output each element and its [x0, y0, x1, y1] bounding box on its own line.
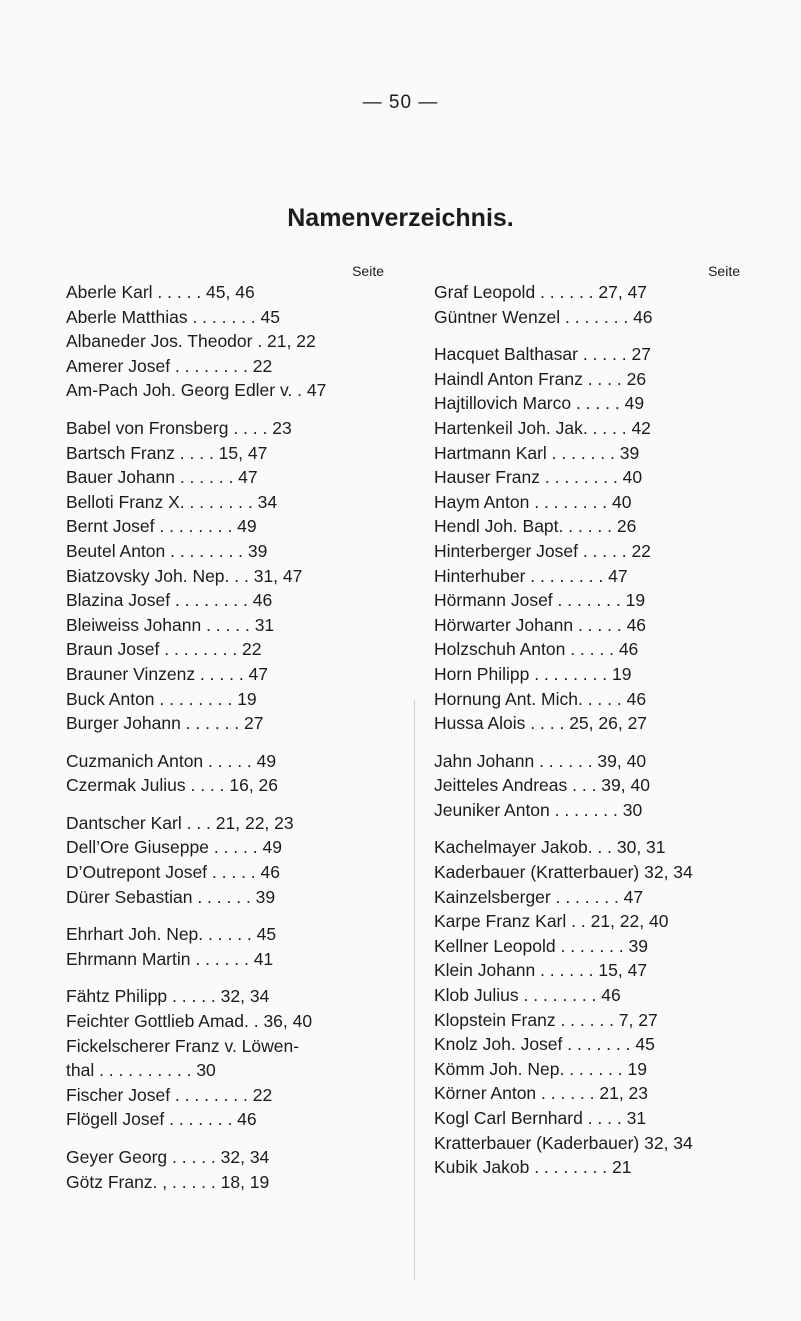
index-entry: Bartsch Franz . . . . 15, 47	[66, 442, 268, 463]
index-entry: Hornung Ant. Mich. . . . . 46	[434, 688, 647, 709]
index-entry: Klein Johann . . . . . . 15, 47	[434, 960, 648, 981]
index-entry: Kellner Leopold . . . . . . . 39	[434, 935, 649, 956]
index-entry: Burger Johann . . . . . . 27	[66, 713, 264, 734]
index-entry: Güntner Wenzel . . . . . . . 46	[434, 306, 653, 327]
index-entry: Flögell Josef . . . . . . . 46	[66, 1109, 257, 1130]
index-entry: Kaderbauer (Kratterbauer) 32, 34	[434, 862, 693, 883]
index-entry: Klob Julius . . . . . . . . 46	[434, 985, 621, 1006]
index-entry: Dürer Sebastian . . . . . . 39	[66, 886, 276, 907]
right-index-column	[434, 262, 754, 1180]
index-entry: Biatzovsky Joh. Nep. . . 31, 47	[66, 565, 303, 586]
index-entry: Bauer Johann . . . . . . 47	[66, 467, 258, 488]
index-entry: Götz Franz. , . . . . . 18, 19	[66, 1171, 270, 1192]
index-entry: Jeuniker Anton . . . . . . . 30	[434, 799, 643, 820]
page-title: Namenverzeichnis.	[287, 204, 514, 232]
left-index-column	[66, 262, 398, 1194]
index-entry: Hajtillovich Marco . . . . . 49	[434, 393, 645, 414]
index-entry: Graf Leopold . . . . . . 27, 47	[434, 282, 648, 302]
seite-header-right: Seite	[708, 263, 740, 279]
index-entry: Hauser Franz . . . . . . . . 40	[434, 467, 643, 488]
index-entry: Haindl Anton Franz . . . . 26	[434, 368, 647, 389]
index-entry: Blazina Josef . . . . . . . . 46	[66, 590, 273, 611]
index-entry: Hussa Alois . . . . 25, 26, 27	[434, 713, 648, 734]
left-entry-list	[66, 280, 398, 1194]
index-entry: Haym Anton . . . . . . . . 40	[434, 491, 632, 512]
index-entry: Körner Anton . . . . . . 21, 23	[434, 1083, 649, 1104]
index-entry: Feichter Gottlieb Amad. . 36, 40	[66, 1011, 313, 1032]
index-entry: Hinterhuber . . . . . . . . 47	[434, 565, 628, 586]
index-entry: Am-Pach Joh. Georg Edler v. . 47	[66, 380, 327, 401]
index-entry: Horn Philipp . . . . . . . . 19	[434, 663, 632, 684]
column-divider	[414, 700, 415, 1280]
index-entry: Czermak Julius . . . . 16, 26	[66, 775, 279, 796]
index-entry: Hacquet Balthasar . . . . . 27	[434, 344, 651, 365]
index-entry: Jahn Johann . . . . . . 39, 40	[434, 750, 647, 771]
index-entry: Hörmann Josef . . . . . . . 19	[434, 590, 646, 611]
index-entry: Kogl Carl Bernhard . . . . 31	[434, 1108, 647, 1128]
index-entry: Hörwarter Johann . . . . . 46	[434, 614, 647, 635]
index-entry: Holzschuh Anton . . . . . 46	[434, 639, 639, 660]
index-entry: Hinterberger Josef . . . . . 22	[434, 540, 651, 561]
index-entry: Kömm Joh. Nep. . . . . . . 19	[434, 1058, 647, 1079]
index-entry: Albaneder Jos. Theodor . 21, 22	[66, 331, 316, 352]
index-entry: Babel von Fronsberg . . . . 23	[66, 417, 292, 438]
index-entry: Kachelmayer Jakob. . . 30, 31	[434, 837, 666, 858]
index-entry: Ehrmann Martin . . . . . . 41	[66, 948, 274, 969]
index-entry: Beutel Anton . . . . . . . . 39	[66, 540, 268, 561]
index-entry: Brauner Vinzenz . . . . . 47	[66, 663, 269, 684]
index-entry: Bleiweiss Johann . . . . . 31	[66, 614, 275, 635]
index-entry: Cuzmanich Anton . . . . . 49	[66, 750, 277, 771]
index-entry: Jeitteles Andreas . . . 39, 40	[434, 775, 650, 796]
index-entry: Aberle Karl . . . . . 45, 46	[66, 282, 255, 302]
index-entry: Hartenkeil Joh. Jak. . . . . 42	[434, 417, 651, 438]
index-entry: Fickelscherer Franz v. Löwen-	[66, 1035, 300, 1056]
page-number: — 50 —	[362, 92, 439, 113]
index-entry: Dell’Ore Giuseppe . . . . . 49	[66, 837, 282, 858]
index-entry: Braun Josef . . . . . . . . 22	[66, 639, 262, 660]
index-entry: Aberle Matthias . . . . . . . 45	[66, 306, 280, 327]
index-entry: Amerer Josef . . . . . . . . 22	[66, 355, 273, 376]
index-entry: Knolz Joh. Josef . . . . . . . 45	[434, 1034, 655, 1055]
index-entry: Ehrhart Joh. Nep. . . . . . 45	[66, 924, 277, 945]
right-entry-list	[434, 280, 754, 1180]
index-entry: Karpe Franz Karl . . 21, 22, 40	[434, 911, 669, 932]
index-entry: Hendl Joh. Bapt. . . . . . 26	[434, 516, 637, 537]
index-entry: Kratterbauer (Kaderbauer) 32, 34	[434, 1132, 693, 1153]
index-entry: Belloti Franz X. . . . . . . . 34	[66, 491, 278, 512]
index-entry: Dantscher Karl . . . 21, 22, 23	[66, 812, 294, 833]
index-entry: Buck Anton . . . . . . . . 19	[66, 688, 257, 709]
index-entry: thal . . . . . . . . . . 30	[66, 1060, 216, 1081]
index-entry: Fähtz Philipp . . . . . 32, 34	[66, 986, 270, 1007]
index-entry: Klopstein Franz . . . . . . 7, 27	[434, 1009, 658, 1030]
index-entry: Hartmann Karl . . . . . . . 39	[434, 442, 640, 463]
index-entry: D’Outrepont Josef . . . . . 46	[66, 862, 280, 883]
index-entry: Geyer Georg . . . . . 32, 34	[66, 1147, 270, 1167]
seite-header-left: Seite	[352, 263, 384, 279]
index-entry: Kainzelsberger . . . . . . . 47	[434, 886, 644, 907]
index-entry: Kubik Jakob . . . . . . . . 21	[434, 1157, 632, 1178]
index-entry: Fischer Josef . . . . . . . . 22	[66, 1084, 273, 1105]
index-entry: Bernt Josef . . . . . . . . 49	[66, 516, 257, 537]
